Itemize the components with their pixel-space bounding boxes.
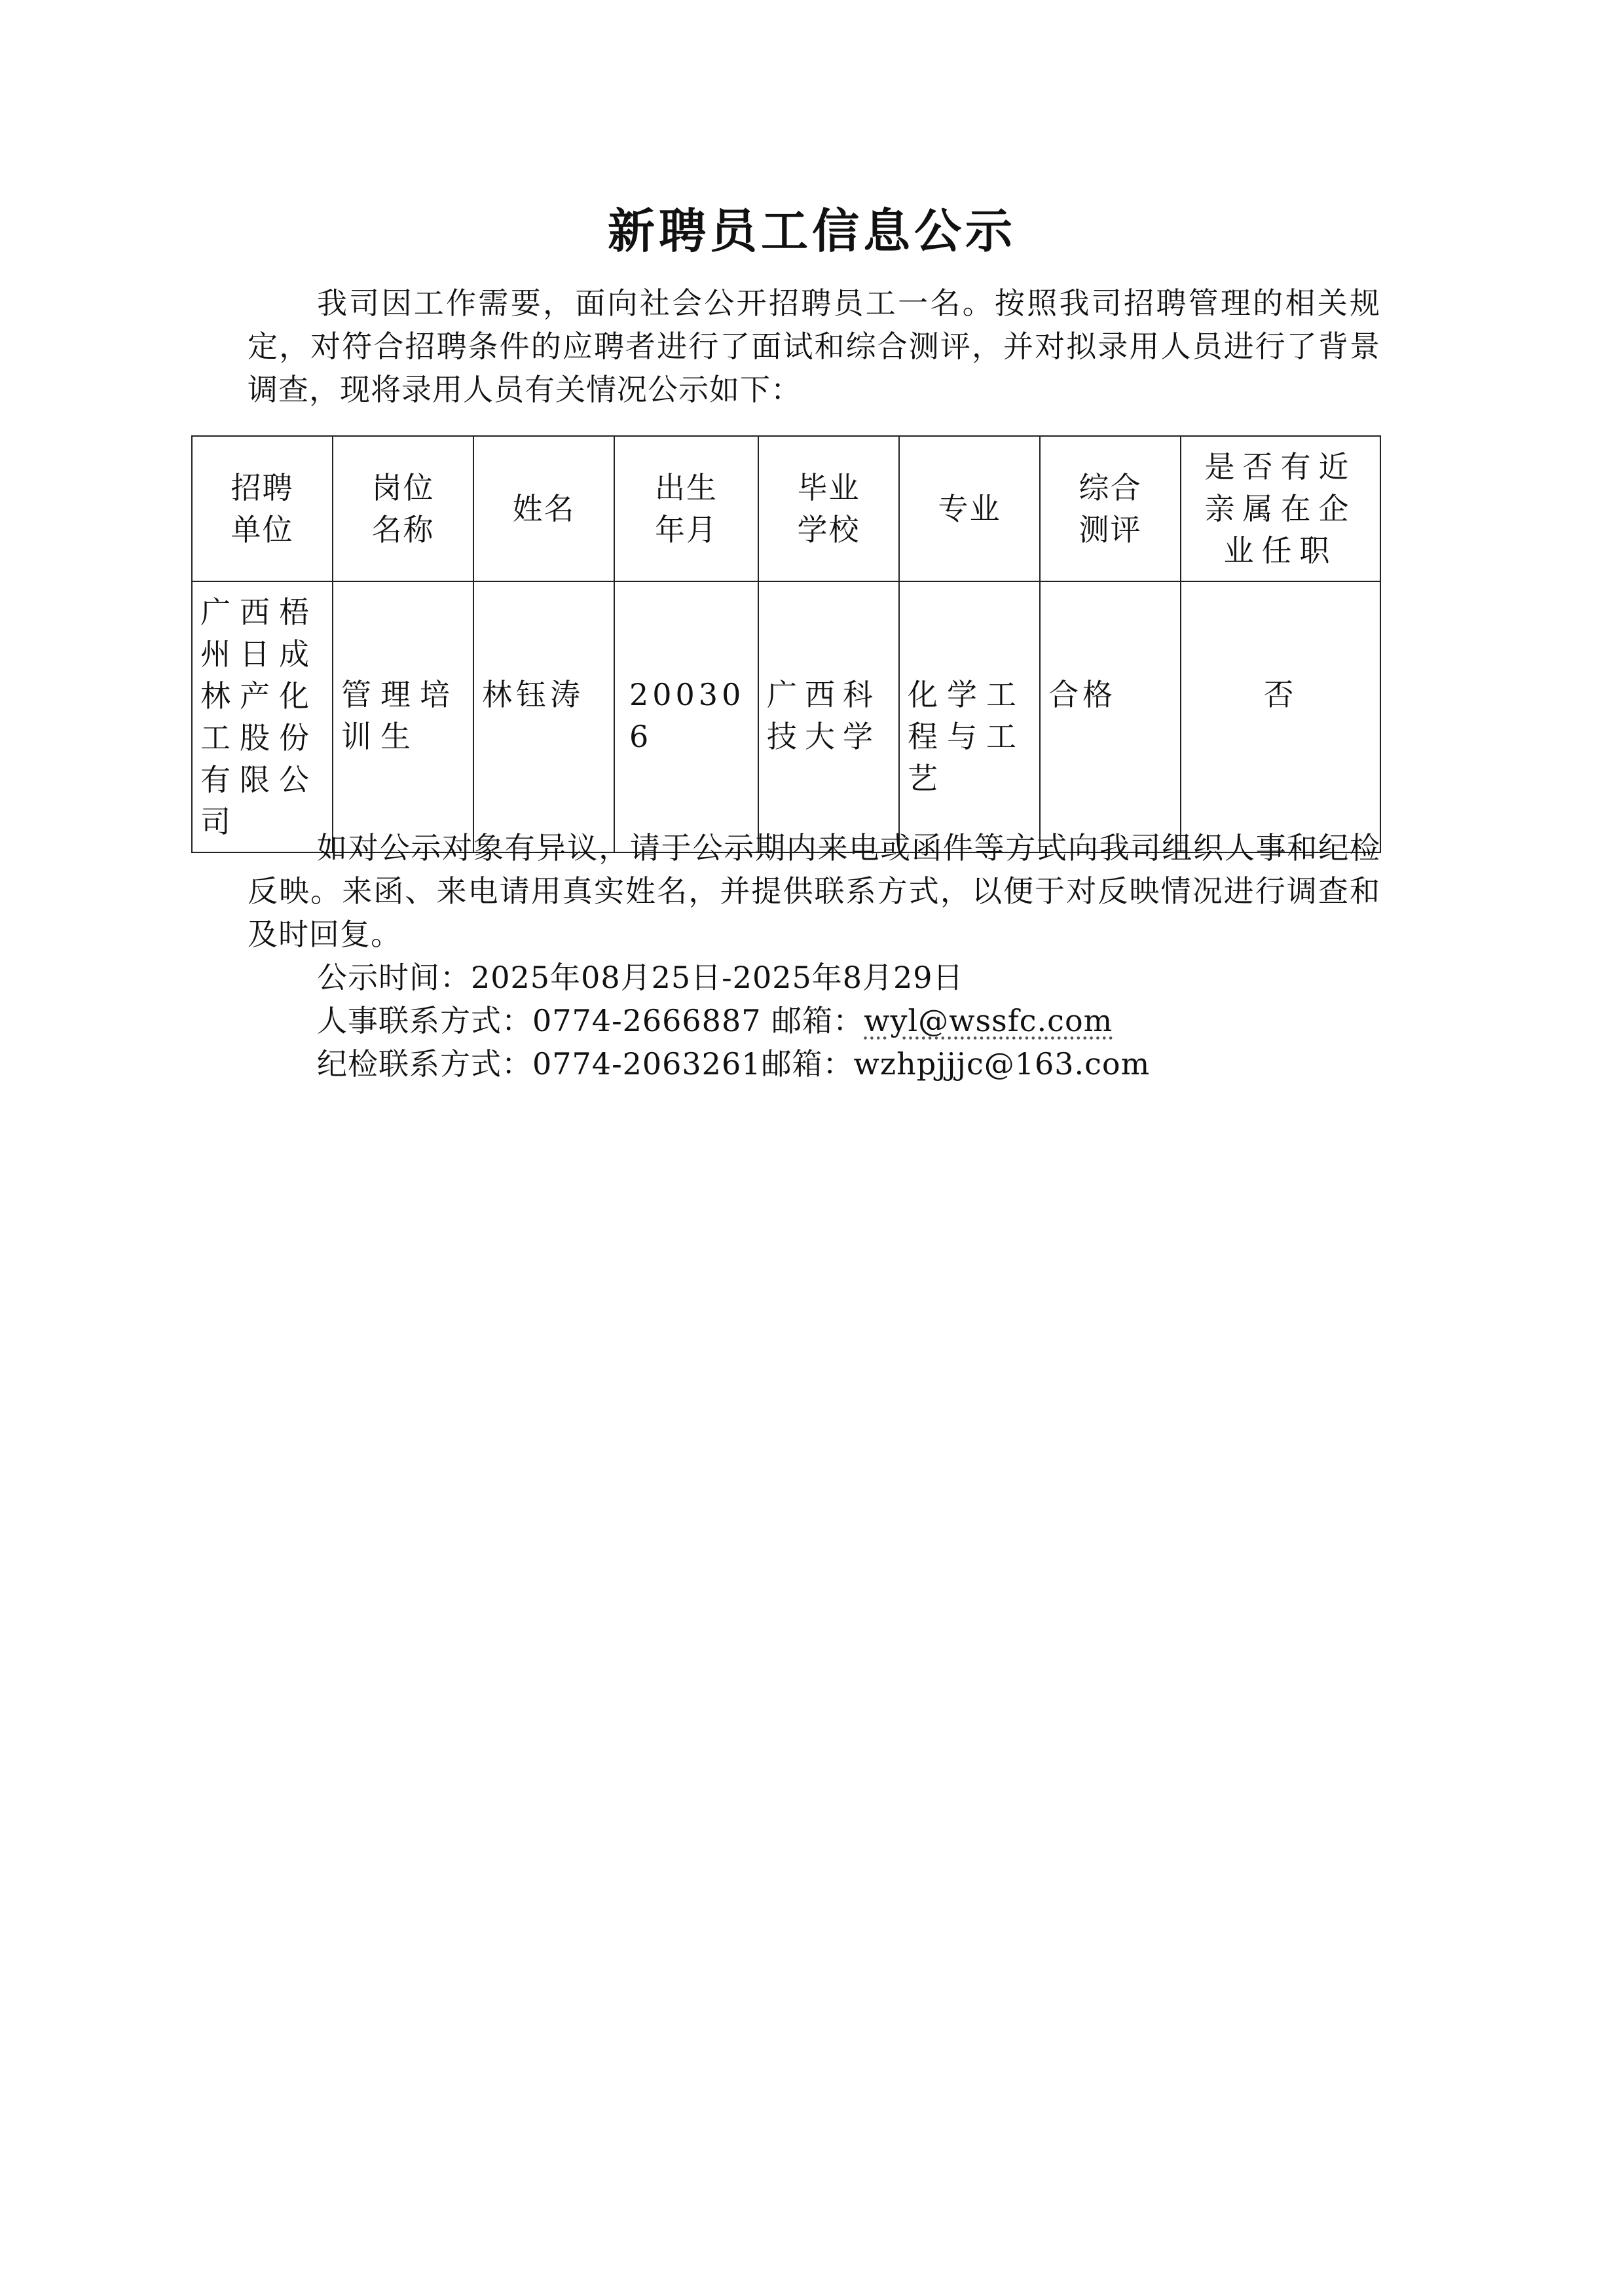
header-cell: 毕业 学校 — [758, 436, 899, 581]
hr-contact — [248, 999, 1380, 1042]
position-cell: 管理培训生 — [333, 581, 473, 852]
header-cell: 专业 — [899, 436, 1040, 581]
footer — [248, 826, 1380, 1085]
name-cell: 林钰涛 — [473, 581, 614, 852]
header-cell: 岗位 名称 — [333, 436, 473, 581]
relatives-cell: 否 — [1181, 581, 1380, 852]
table-row — [192, 581, 1380, 852]
hire-info-table — [191, 435, 1381, 853]
header-cell: 姓名 — [473, 436, 614, 581]
discipline-contact: 纪检联系方式：0774-2063261邮箱：wzhpjjjc@163.com — [317, 1046, 1151, 1082]
document-title: 新聘员工信息公示 — [607, 203, 1016, 259]
major-cell: 化学工程与工艺 — [899, 581, 1040, 852]
objection-paragraph: 如对公示对象有异议，请于公示期内来电或函件等方式向我司组织人事和纪检反映。来函、来电请用真实姓名，并提供联系方式，以便于对反映情况进行调查和及时回复。 — [248, 830, 1380, 952]
intro-paragraph: 我司因工作需要，面向社会公开招聘员工一名。按照我司招聘管理的相关规定，对符合招聘条件的应聘者进行了面试和综合测评，并对拟录用人员进行了背景调查，现将录用人员有关情况公示如下： — [248, 285, 1380, 407]
hr-contact-label: 人事联系方式：0774-2666887 邮箱： — [317, 1003, 864, 1038]
header-cell: 出生 年月 — [614, 436, 758, 581]
hr-email-link[interactable]: wyl@wssfc.com — [864, 1003, 1113, 1038]
publicity-period: 公示时间：2025年08月25日-2025年8月29日 — [317, 960, 964, 995]
unit-cell: 广西梧州日成林产化工股份有限公司 — [192, 581, 333, 852]
evaluation-cell: 合格 — [1040, 581, 1181, 852]
header-cell: 综合 测评 — [1040, 436, 1181, 581]
table-header-row — [192, 436, 1380, 581]
header-cell: 是否有近 亲属在企 业任职 — [1181, 436, 1380, 581]
header-cell: 招聘 单位 — [192, 436, 333, 581]
birth-cell: 200306 — [614, 581, 758, 852]
school-cell: 广西科技大学 — [758, 581, 899, 852]
